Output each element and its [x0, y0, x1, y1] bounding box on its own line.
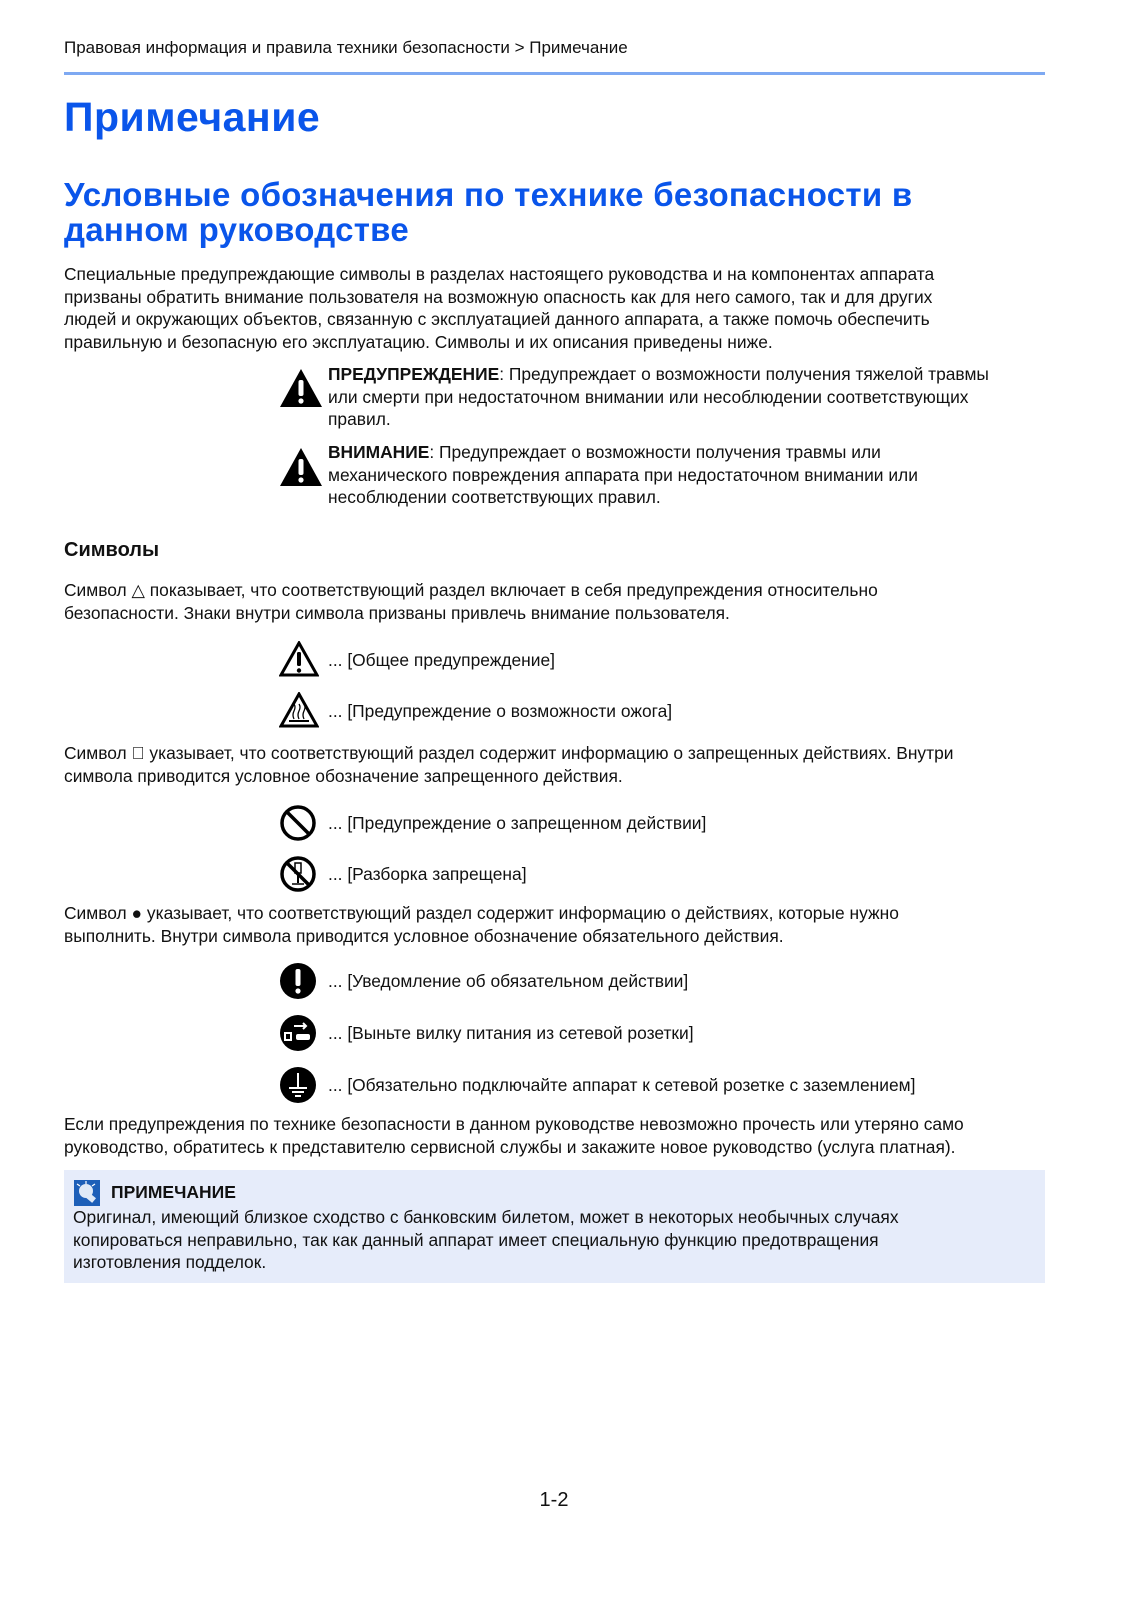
- caution-description: ВНИМАНИЕ: Предупреждает о возможности получения травмы или механического повреждения аппарата при недостаточном внимании или несоблюдении соответствующих правил.: [328, 442, 918, 507]
- prohibited-action-icon: [279, 804, 317, 842]
- symbol-item: ... [Общее предупреждение]: [328, 650, 555, 670]
- section-title: [64, 177, 912, 247]
- mandatory-action-icon: [279, 962, 317, 1000]
- lost-manual-paragraph: Если предупреждения по технике безопасности в данном руководстве невозможно прочесть или утеряно само руководство, обратитесь к представителю сервисной службы и закажите новое руководство (услуга платная).: [64, 1114, 964, 1157]
- symbol-item: ... [Обязательно подключайте аппарат к сетевой розетке с заземлением]: [328, 1075, 916, 1095]
- symbol-item: ... [Уведомление об обязательном действии]: [328, 971, 689, 991]
- page-title: Примечание: [64, 94, 321, 140]
- triangle-paragraph: Символ △ показывает, что соответствующий раздел включает в себя предупреждения относительно безопасности. Знаки внутри символа призваны привлечь внимание пользователя.: [64, 580, 878, 623]
- symbol-item: ... [Разборка запрещена]: [328, 864, 527, 884]
- section-title-line: данном руководстве: [64, 211, 409, 248]
- burn-warning-icon: [279, 692, 319, 728]
- header-divider: [64, 72, 1045, 75]
- symbol-item: ... [Предупреждение о запрещенном действии]: [328, 813, 707, 833]
- note-text: Оригинал, имеющий близкое сходство с банковским билетом, может в некоторых необычных случаях копироваться неправильно, так как данный аппарат имеет специальную функцию предотвращения изготовления подделок.: [73, 1207, 899, 1272]
- symbol-item: ... [Предупреждение о возможности ожога]: [328, 701, 673, 721]
- unplug-icon: [279, 1014, 317, 1052]
- note-box: [64, 1170, 1045, 1283]
- section-title-line: Условные обозначения по технике безопасности в: [64, 176, 913, 213]
- symbols-heading: Символы: [64, 539, 160, 561]
- intro-paragraph: Специальные предупреждающие символы в разделах настоящего руководства и на компонентах аппарата призваны обратить внимание пользователя на возможную опасность как для него самого, так и для других людей и окружающих объектов, связанную с эксплуатацией данного аппарата, а также помочь обеспечить правильную и безопасную его эксплуатацию. Символы и их описания приведены ниже.: [64, 264, 935, 352]
- general-warning-icon: [279, 641, 319, 677]
- breadcrumb: Правовая информация и правила техники безопасности > Примечание: [64, 38, 628, 57]
- mandatory-paragraph: Символ ● указывает, что соответствующий раздел содержит информацию о действиях, которые нужно выполнить. Внутри символа приводится условное обозначение обязательного действия.: [64, 903, 899, 946]
- symbol-item: ... [Выньте вилку питания из сетевой розетки]: [328, 1023, 694, 1043]
- page-number: 1-2: [539, 1489, 569, 1511]
- no-disassembly-icon: [279, 855, 317, 893]
- caution-icon: [279, 447, 323, 487]
- note-heading: ПРИМЕЧАНИЕ: [111, 1182, 236, 1202]
- note-lightbulb-icon: [74, 1180, 100, 1206]
- warning-description: ПРЕДУПРЕЖДЕНИЕ: Предупреждает о возможности получения тяжелой травмы или смерти при недостаточном внимании или несоблюдении соответствующих правил.: [328, 364, 989, 429]
- ground-connection-icon: [279, 1066, 317, 1104]
- prohibit-paragraph: Символ ⃠ указывает, что соответствующий раздел содержит информацию о запрещенных действиях. Внутри символа приводится условное обозначение запрещенного действия.: [64, 743, 954, 786]
- warning-icon: [279, 368, 323, 408]
